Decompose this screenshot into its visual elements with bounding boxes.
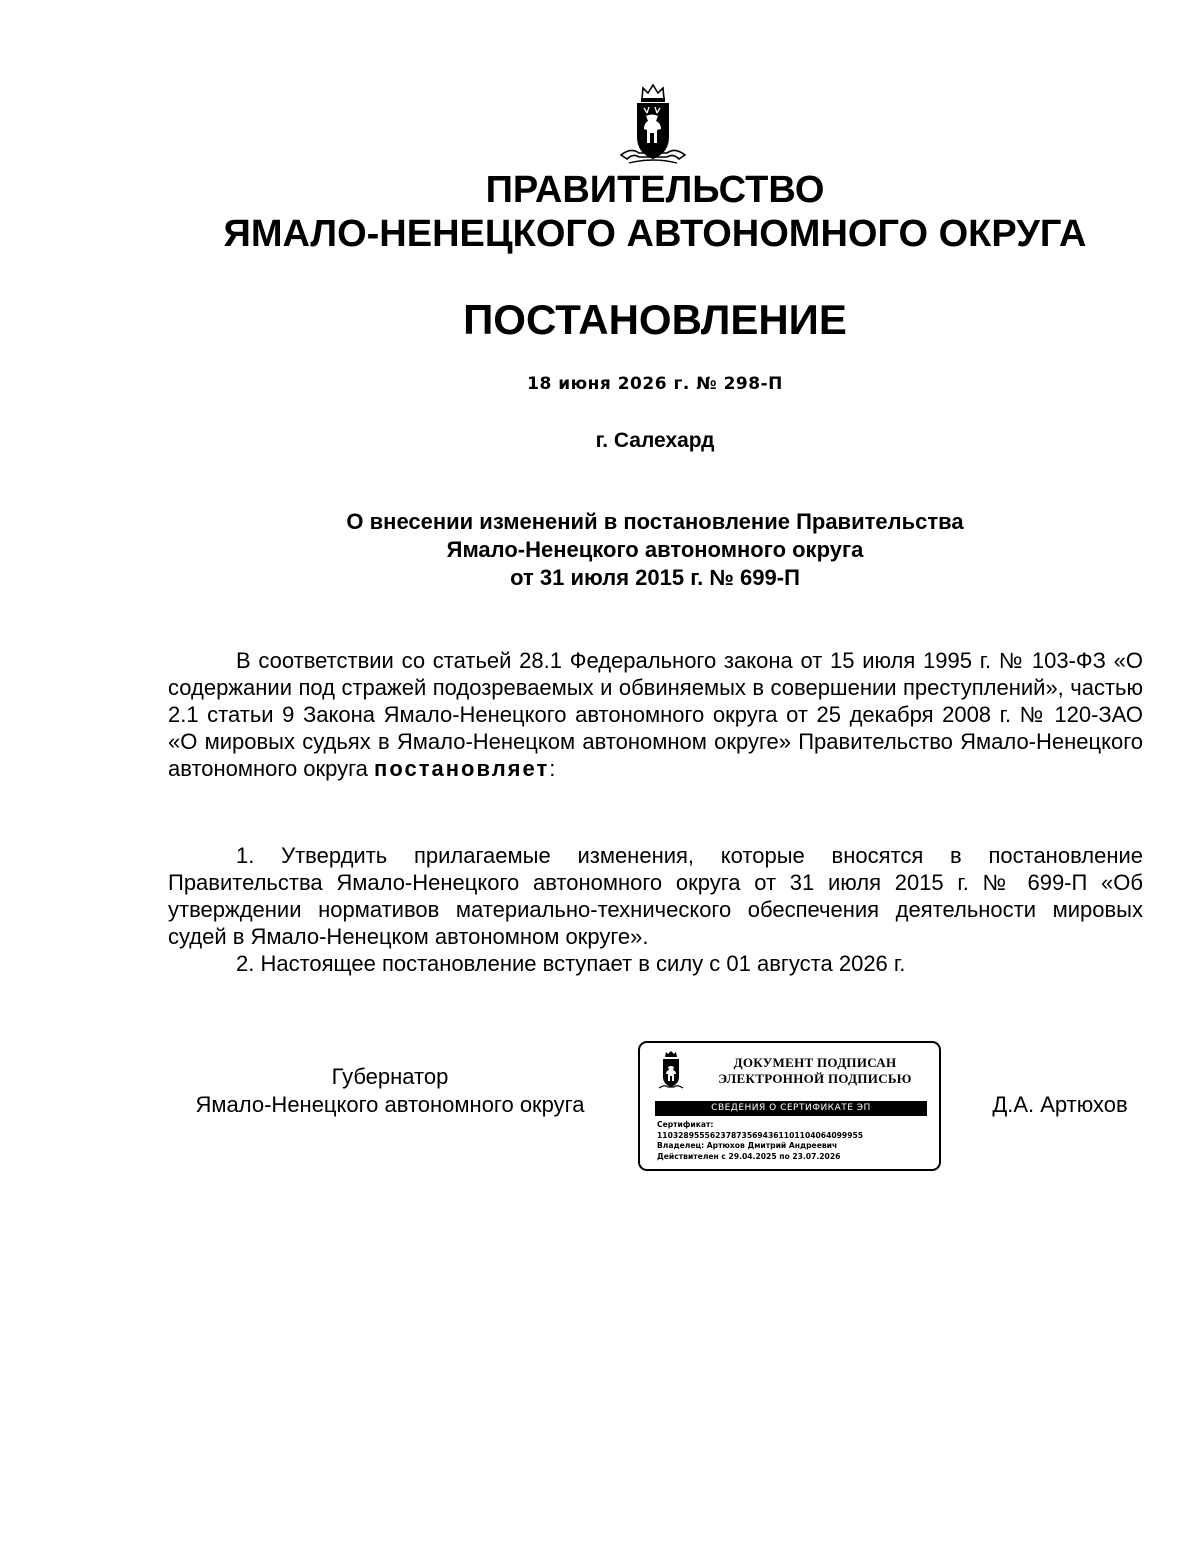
preamble-paragraph bbox=[168, 647, 1143, 782]
stamp-cert-label: Сертификат: bbox=[657, 1120, 714, 1129]
subject-line2: Ямало-Ненецкого автономного округа bbox=[446, 537, 864, 562]
subject-line3: от 31 июля 2015 г. № 699-П bbox=[510, 565, 800, 590]
government-title-line1: ПРАВИТЕЛЬСТВО bbox=[485, 169, 825, 211]
preamble-colon: : bbox=[549, 756, 556, 781]
stamp-certificate-bar: СВЕДЕНИЯ О СЕРТИФИКАТЕ ЭП bbox=[655, 1101, 927, 1116]
preamble-keyword: постановляет bbox=[374, 756, 550, 781]
stamp-title-line1: ДОКУМЕНТ ПОДПИСАН bbox=[733, 1055, 897, 1070]
signer-position-line1: Губернатор bbox=[331, 1064, 449, 1089]
document-type: ПОСТАНОВЛЕНИЕ bbox=[463, 296, 847, 343]
resolution-item-1: 1. Утвердить прилагаемые изменения, которые вносятся в постановление Правительства Ямало-Ненецкого автономного округа от 31 июля 2015 г. № 699-П «Об утверждении нормативов материально-технического обеспечения деятельности мировых судей в Ямало-Ненецком автономном округе». bbox=[168, 843, 1143, 949]
stamp-certificate-info bbox=[657, 1120, 863, 1162]
coat-of-arms-icon bbox=[617, 83, 689, 168]
stamp-cert-number: 110328955562378735694361101104064099955 bbox=[657, 1130, 864, 1140]
resolution-item-2: 2. Настоящее постановление вступает в силу с 01 августа 2026 г. bbox=[236, 951, 906, 976]
stamp-owner: Владелец: Артюхов Дмитрий Андреевич bbox=[657, 1141, 838, 1150]
signer-position-line2: Ямало-Ненецкого автономного округа bbox=[195, 1092, 585, 1117]
signer-position bbox=[160, 1063, 620, 1119]
subject-line1: О внесении изменений в постановление Правительства bbox=[346, 509, 964, 534]
signer-name: Д.А. Артюхов bbox=[992, 1092, 1128, 1117]
preamble-text: В соответствии со статьей 28.1 Федерального закона от 15 июля 1995 г. № 103-ФЗ «О содержании под стражей подозреваемых и обвиняемых в совершении преступлений», частью 2.1 статьи 9 Закона Ямало-Ненецкого автономного округа от 25 декабря 2008 г. № 120-ЗАО «О мировых судьях в Ямало-Ненецком автономном округе» Правительство Ямало-Ненецкого автономного округа bbox=[168, 648, 1143, 781]
stamp-title bbox=[700, 1055, 930, 1087]
document-city: г. Салехард bbox=[595, 429, 715, 452]
stamp-title-line2: ЭЛЕКТРОННОЙ ПОДПИСЬЮ bbox=[718, 1071, 912, 1086]
stamp-validity: Действителен с 29.04.2025 по 23.07.2026 bbox=[657, 1151, 841, 1161]
resolution-items bbox=[168, 842, 1143, 977]
preamble bbox=[168, 647, 1143, 782]
government-title-line2: ЯМАЛО-НЕНЕЦКОГО АВТОНОМНОГО ОКРУГА bbox=[223, 213, 1087, 255]
electronic-signature-stamp bbox=[638, 1041, 941, 1171]
stamp-coat-of-arms-icon bbox=[658, 1051, 684, 1091]
document-date-number: 18 июня 2026 г. № 298-П bbox=[527, 374, 783, 394]
document-subject bbox=[100, 508, 1200, 592]
